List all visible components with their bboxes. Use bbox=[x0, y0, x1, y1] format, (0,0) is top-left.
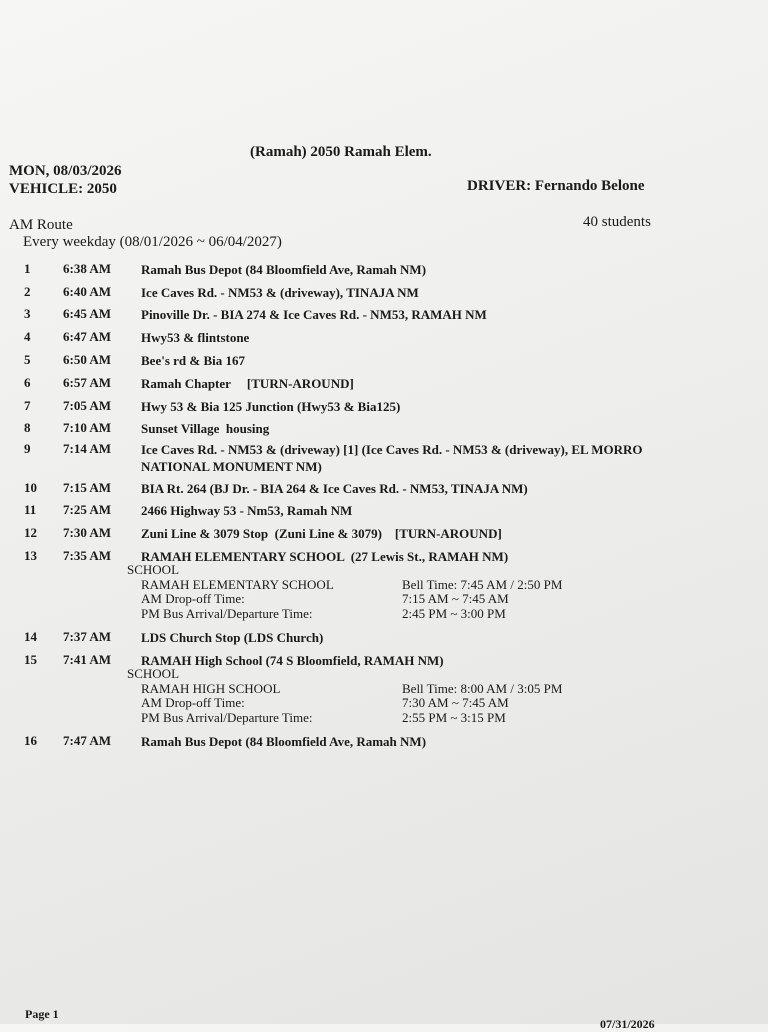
stop-number: 3 bbox=[24, 306, 31, 321]
stop-location: BIA Rt. 264 (BJ Dr. - BIA 264 & Ice Caves Rd. - NM53, TINAJA NM) bbox=[141, 481, 528, 496]
pm-bus-label: PM Bus Arrival/Departure Time: bbox=[141, 710, 313, 725]
stop-number: 5 bbox=[24, 352, 31, 367]
stop-time: 6:40 AM bbox=[63, 284, 112, 299]
page-number: Page 1 bbox=[25, 1007, 59, 1021]
stop-time: 7:25 AM bbox=[63, 502, 112, 517]
stop-location: Ice Caves Rd. - NM53 & (driveway) [1] (Ice Caves Rd. - NM53 & (driveway), EL MORRO NATIONAL MONUMENT NM) bbox=[141, 442, 643, 474]
stop-location: 2466 Highway 53 - Nm53, Ramah NM bbox=[141, 503, 353, 518]
am-dropoff-time: 7:30 AM ~ 7:45 AM bbox=[402, 695, 509, 710]
stop-time: 7:35 AM bbox=[63, 548, 112, 563]
stop-number: 9 bbox=[24, 441, 31, 456]
vehicle-number: VEHICLE: 2050 bbox=[9, 181, 117, 197]
stop-location: RAMAH ELEMENTARY SCHOOL (27 Lewis St., RAMAH NM) bbox=[141, 549, 509, 564]
stop-number: 13 bbox=[24, 548, 37, 563]
stop-number: 1 bbox=[24, 261, 31, 276]
pm-bus-time: 2:45 PM ~ 3:00 PM bbox=[402, 606, 506, 621]
stop-number: 16 bbox=[24, 733, 37, 748]
stop-time: 7:30 AM bbox=[63, 525, 112, 540]
stop-time: 7:10 AM bbox=[63, 420, 112, 435]
stop-time: 7:14 AM bbox=[63, 441, 112, 456]
print-date: 07/31/2026 bbox=[600, 1017, 655, 1031]
stop-time: 6:50 AM bbox=[63, 352, 112, 367]
school-header: SCHOOL bbox=[127, 666, 180, 681]
stop-number: 10 bbox=[24, 480, 37, 495]
stop-time: 6:47 AM bbox=[63, 329, 112, 344]
stop-location: Hwy 53 & Bia 125 Junction (Hwy53 & Bia125) bbox=[141, 399, 401, 414]
stop-location: Hwy53 & flintstone bbox=[141, 330, 250, 345]
route-schedule: Every weekday (08/01/2026 ~ 06/04/2027) bbox=[23, 234, 282, 250]
bell-time: Bell Time: 8:00 AM / 3:05 PM bbox=[402, 681, 563, 696]
stop-location: Bee's rd & Bia 167 bbox=[141, 353, 245, 368]
school-name: RAMAH ELEMENTARY SCHOOL bbox=[141, 577, 334, 592]
student-count: 40 students bbox=[583, 214, 651, 230]
school-header: SCHOOL bbox=[127, 562, 180, 577]
page-title: (Ramah) 2050 Ramah Elem. bbox=[250, 144, 432, 160]
stop-time: 6:45 AM bbox=[63, 306, 112, 321]
am-dropoff-time: 7:15 AM ~ 7:45 AM bbox=[402, 591, 509, 606]
stop-number: 14 bbox=[24, 629, 37, 644]
pm-bus-label: PM Bus Arrival/Departure Time: bbox=[141, 606, 313, 621]
stop-location: Ice Caves Rd. - NM53 & (driveway), TINAJA NM bbox=[141, 285, 419, 300]
stop-number: 4 bbox=[24, 329, 31, 344]
stop-location: Zuni Line & 3079 Stop (Zuni Line & 3079) [TURN-AROUND] bbox=[141, 526, 502, 541]
bell-time: Bell Time: 7:45 AM / 2:50 PM bbox=[402, 577, 563, 592]
route-date: MON, 08/03/2026 bbox=[9, 163, 122, 179]
stop-number: 12 bbox=[24, 525, 37, 540]
school-name: RAMAH HIGH SCHOOL bbox=[141, 681, 281, 696]
stop-number: 8 bbox=[24, 420, 31, 435]
stop-number: 6 bbox=[24, 375, 31, 390]
stop-time: 6:38 AM bbox=[63, 261, 112, 276]
stop-time: 7:05 AM bbox=[63, 398, 112, 413]
stop-time: 7:37 AM bbox=[63, 629, 112, 644]
stop-number: 7 bbox=[24, 398, 31, 413]
stop-time: 7:41 AM bbox=[63, 652, 112, 667]
stop-location: RAMAH High School (74 S Bloomfield, RAMAH NM) bbox=[141, 653, 444, 668]
stop-time: 6:57 AM bbox=[63, 375, 112, 390]
stop-location: LDS Church Stop (LDS Church) bbox=[141, 630, 324, 645]
stop-time: 7:15 AM bbox=[63, 480, 112, 495]
pm-bus-time: 2:55 PM ~ 3:15 PM bbox=[402, 710, 506, 725]
stop-location: Pinoville Dr. - BIA 274 & Ice Caves Rd. - NM53, RAMAH NM bbox=[141, 307, 487, 322]
stop-location: Ramah Chapter [TURN-AROUND] bbox=[141, 376, 354, 391]
am-dropoff-label: AM Drop-off Time: bbox=[141, 695, 245, 710]
driver-name: DRIVER: Fernando Belone bbox=[467, 178, 645, 194]
stop-time: 7:47 AM bbox=[63, 733, 112, 748]
am-dropoff-label: AM Drop-off Time: bbox=[141, 591, 245, 606]
stop-number: 15 bbox=[24, 652, 37, 667]
stop-number: 2 bbox=[24, 284, 31, 299]
stop-location: Ramah Bus Depot (84 Bloomfield Ave, Ramah NM) bbox=[141, 262, 427, 277]
stop-location: Ramah Bus Depot (84 Bloomfield Ave, Ramah NM) bbox=[141, 734, 427, 749]
route-name: AM Route bbox=[9, 217, 73, 233]
stop-location: Sunset Village housing bbox=[141, 421, 270, 436]
stop-number: 11 bbox=[24, 502, 37, 517]
